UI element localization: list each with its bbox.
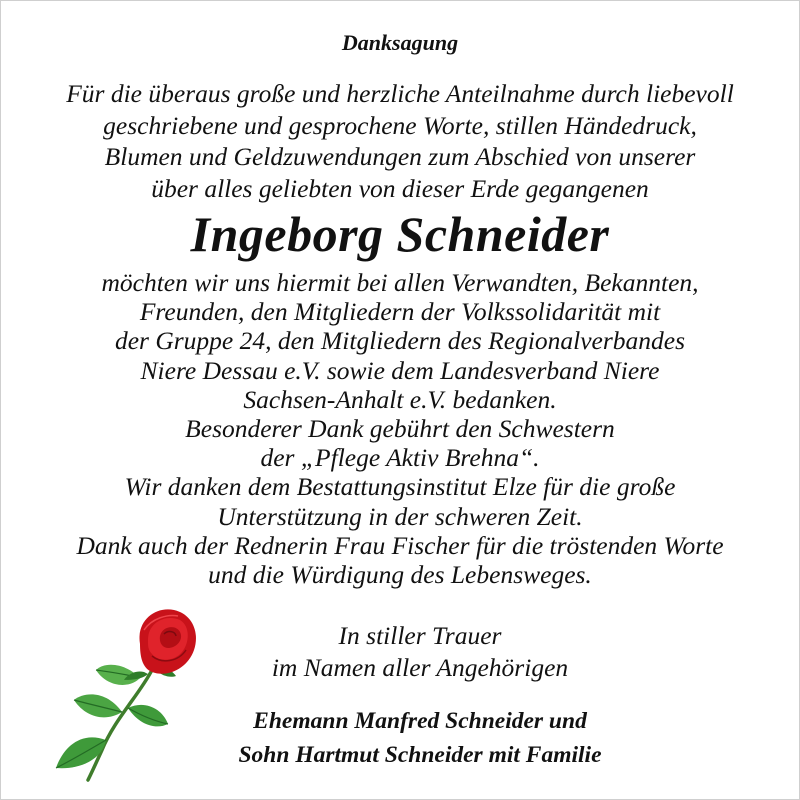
thanks-line: der Gruppe 24, den Mitgliedern des Regionalverbandes: [114, 326, 686, 356]
thanks-line: möchten wir uns hiermit bei allen Verwandten, Bekannten,: [101, 268, 699, 297]
thanks-line: der „Pflege Aktiv Brehna“.: [260, 443, 540, 473]
mourning-line: In stiller Trauer: [338, 621, 502, 650]
thanks-line: Wir danken dem Bestattungsinstitut Elze für die große: [124, 472, 676, 502]
intro-line: Blumen und Geldzuwendungen zum Abschied von unserer: [104, 142, 696, 171]
thanks-line: Freunden, den Mitgliedern der Volkssolidarität mit: [139, 297, 661, 327]
signature-block: [180, 704, 660, 772]
deceased-name: Ingeborg Schneider: [190, 206, 610, 262]
mourning-block: [220, 620, 620, 684]
thanks-line: Niere Dessau e.V. sowie dem Landesverband Niere: [140, 355, 660, 385]
signature-line: Ehemann Manfred Schneider und: [253, 708, 587, 734]
thanks-line: Unterstützung in der schweren Zeit.: [217, 501, 583, 531]
thanks-line: und die Würdigung des Lebensweges.: [208, 560, 592, 590]
notice-title: Danksagung: [341, 30, 459, 55]
thanks-paragraph: [0, 268, 800, 589]
signature-line: Sohn Hartmut Schneider mit Familie: [238, 742, 602, 768]
thanks-line: Dank auch der Rednerin Frau Fischer für die tröstenden Worte: [76, 530, 724, 560]
thanks-line: Besonderer Dank gebührt den Schwestern: [185, 414, 615, 444]
mourning-line: im Namen aller Angehörigen: [271, 653, 569, 682]
intro-line: über alles geliebten von dieser Erde gegangenen: [151, 173, 649, 203]
intro-line: Für die überaus große und herzliche Anteilnahme durch liebevoll: [66, 79, 734, 108]
thanks-line: Sachsen-Anhalt e.V. bedanken.: [243, 384, 557, 414]
intro-paragraph: [0, 78, 800, 204]
intro-line: geschriebene und gesprochene Worte, stillen Händedruck,: [103, 110, 697, 140]
